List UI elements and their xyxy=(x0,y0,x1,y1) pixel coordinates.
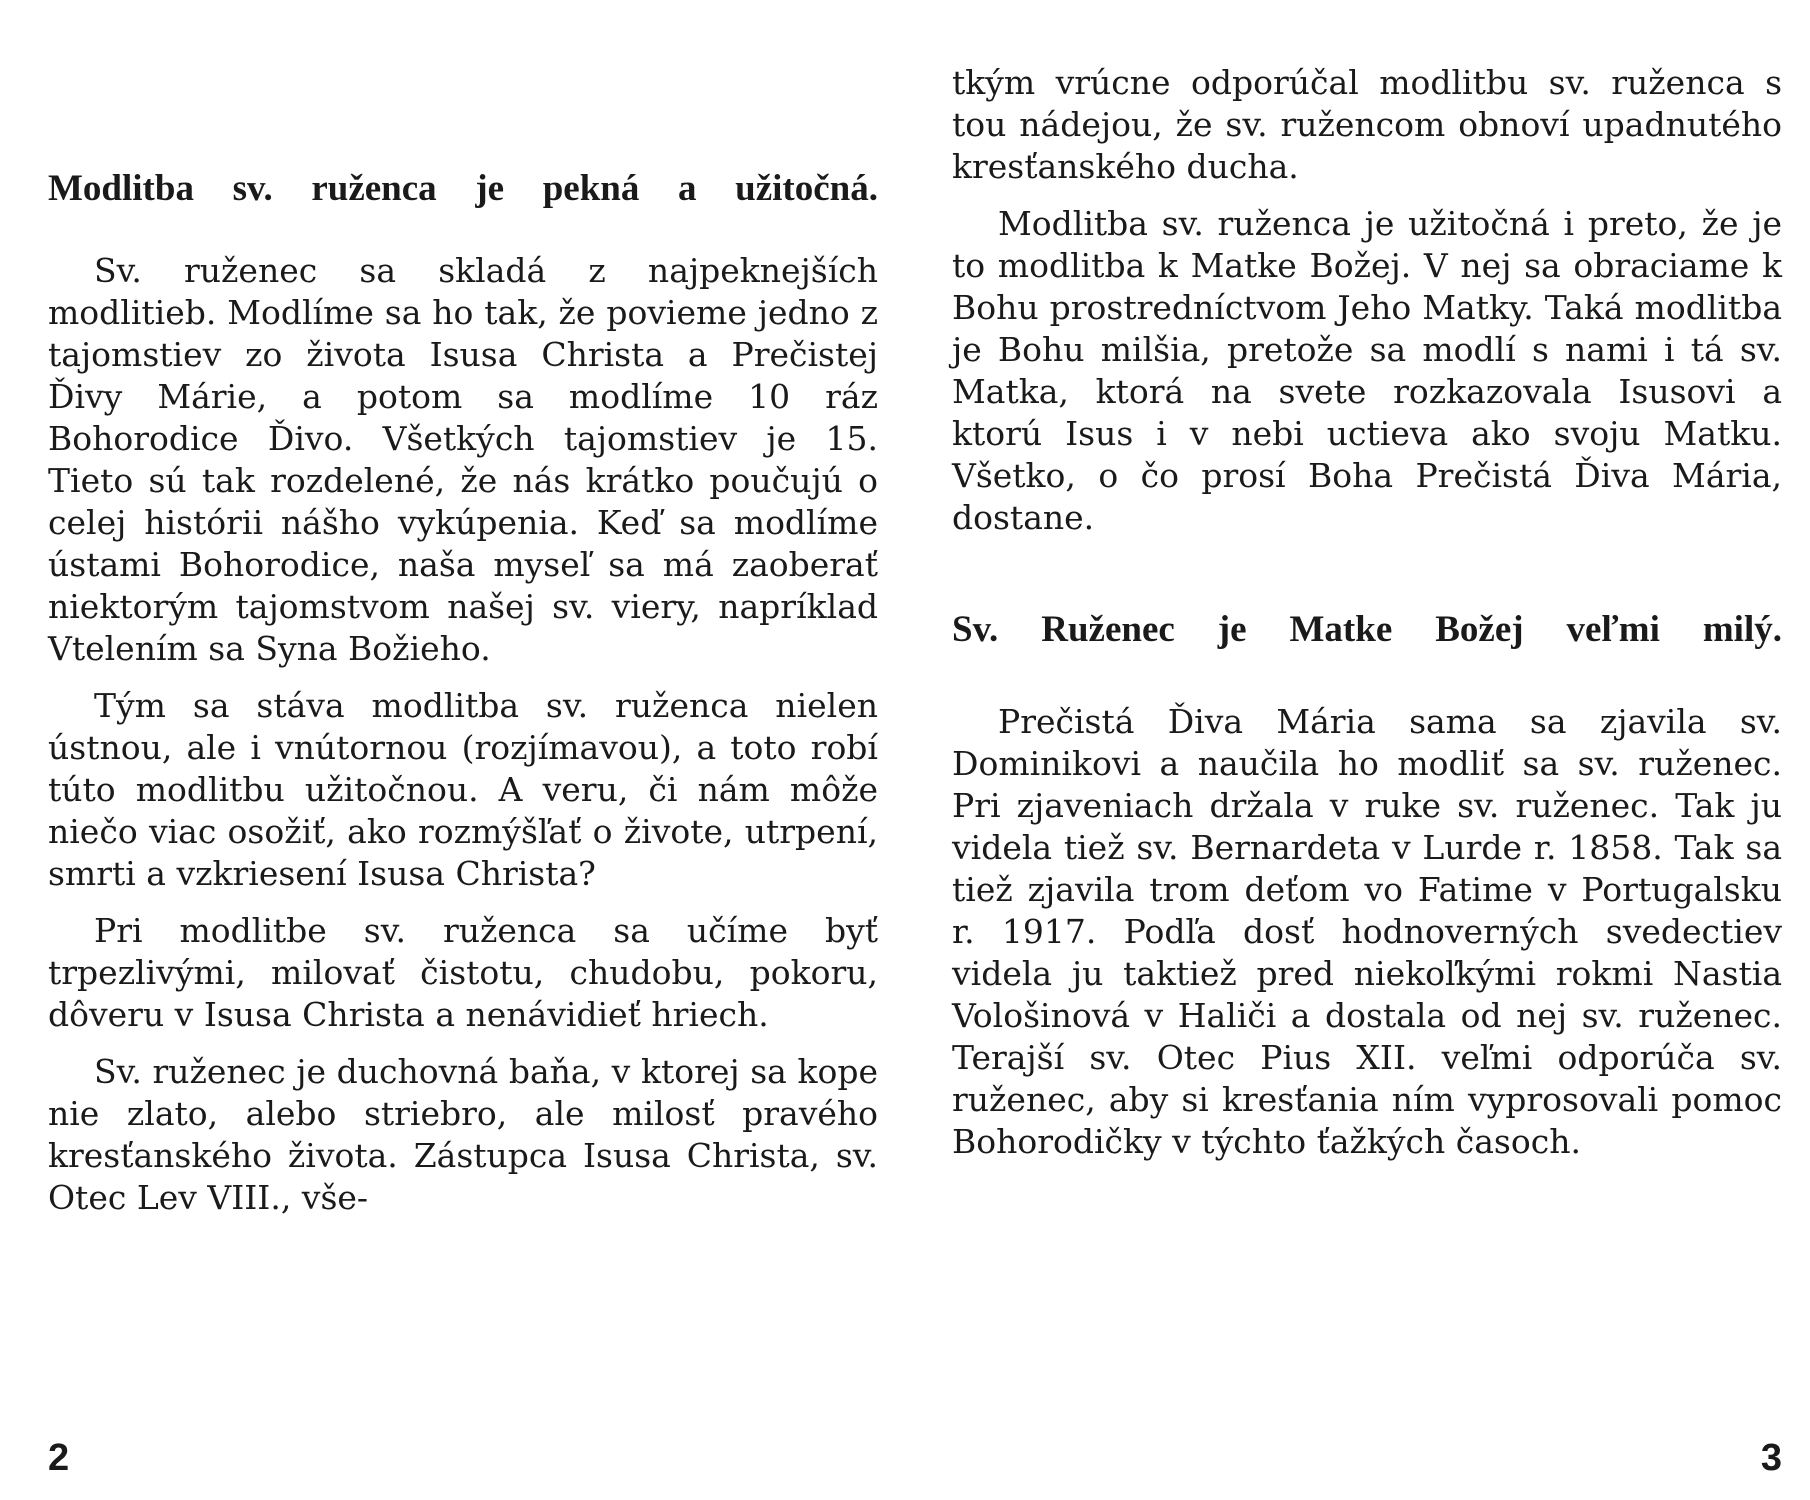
left-paragraph-4: Sv. ruženec je duchovná baňa, v ktorej sa kope nie zlato, alebo striebro, ale milosť pravého kresťanského života. Zástupca Isusa Christa, sv. Otec Lev VIII., vše- xyxy=(48,1052,878,1217)
left-page xyxy=(48,0,878,1500)
right-paragraph-1: Modlitba sv. ruženca je užitočná i preto, že je to modlitba k Matke Božej. V nej sa obraciame k Bohu prostredníctvom Jeho Matky. Taká modlitba je Bohu milšia, pretože sa modlí s nami i tá sv. Matka, ktorá na svete rozkazovala Isusovi a ktorú Isus i v nebi uctieva ako svoju Matku. Všetko, o čo prosí Boha Prečistá Ďiva Mária, dostane. xyxy=(952,204,1782,537)
right-page-number: 3 xyxy=(1760,1437,1782,1479)
left-page-content xyxy=(48,168,878,1234)
left-page-number: 2 xyxy=(48,1437,70,1479)
left-paragraph-3: Pri modlitbe sv. ruženca sa učíme byť trpezlivými, milovať čistotu, chudobu, pokoru, dôveru v Isusa Christa a nenávidieť hriech. xyxy=(48,911,878,1034)
right-page-content xyxy=(952,62,1782,1178)
left-paragraph-2: Tým sa stáva modlitba sv. ruženca nielen ústnou, ale i vnútornou (rozjímavou), a toto robí túto modlitbu užitočnou. A veru, či nám môže niečo viac osožiť, ako rozmýšľať o živote, utrpení, smrti a vzkriesení Isusa Christa? xyxy=(48,686,878,893)
right-continuation-paragraph: tkým vrúcne odporúčal modlitbu sv. ruženca s tou nádejou, že sv. ružencom obnoví upadnutého kresťanského ducha. xyxy=(952,63,1782,186)
left-paragraph-1: Sv. ruženec sa skladá z najpeknejších modlitieb. Modlíme sa ho tak, že povieme jedno z tajomstiev zo života Isusa Christa a Prečistej Ďivy Márie, a potom sa modlíme 10 ráz Bohorodice Ďivo. Všetkých tajomstiev je 15. Tieto sú tak rozdelené, že nás krátko poučujú o celej histórii nášho vykúpenia. Keď sa modlíme ústami Bohorodice, naša myseľ sa má zaoberať niektorým tajomstvom našej sv. viery, napríklad Vtelením sa Syna Božieho. xyxy=(48,251,878,668)
left-page-heading: Modlitba sv. ruženca je pekná a užitočná. xyxy=(48,168,878,209)
right-paragraph-2: Prečistá Ďiva Mária sama sa zjavila sv. Dominikovi a naučila ho modliť sa sv. ruženec. Pri zjaveniach držala v ruke sv. ruženec. Tak ju videla tiež sv. Bernardeta v Lurde r. 1858. Tak sa tiež zjavila trom deťom vo Fatime v Portugalsku r. 1917. Podľa dosť hodnoverných svedectiev videla ju taktiež pred niekoľkými rokmi Nastia Vološinová v Haliči a dostala od nej sv. ruženec. Terajší sv. Otec Pius XII. veľmi odporúča sv. ruženec, aby si kresťania ním vyprosovali pomoc Bohorodičky v týchto ťažkých časoch. xyxy=(952,702,1782,1161)
right-page-heading: Sv. Ruženec je Matke Božej veľmi milý. xyxy=(952,609,1782,650)
right-page xyxy=(952,0,1782,1500)
